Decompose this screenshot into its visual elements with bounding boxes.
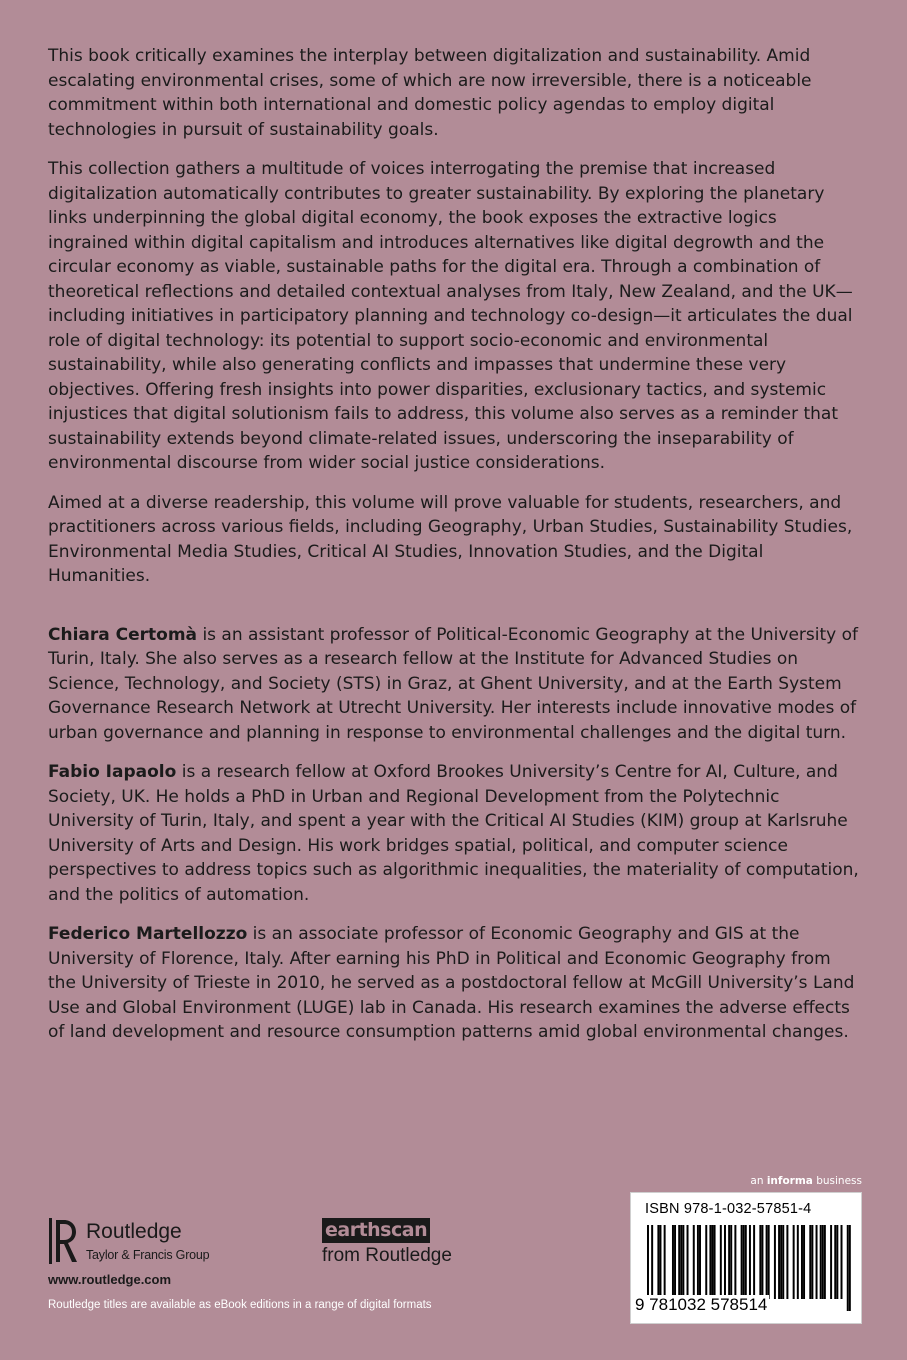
informa-suffix: business (812, 1175, 862, 1187)
author-bio-text: is an associate professor of Economic Geography and GIS at the University of Florence, Italy. After earning his PhD in Political and Economic Geography from the University of Trieste in 2010, he served as a postdoctoral fellow at McGill University’s Land Use and Global Environment (LUGE) lab in Canada. His research examines the adverse effects of land development and resource consumption patterns amid global environmental changes. (48, 924, 855, 1042)
isbn-label: ISBN 978-1-032-57851-4 (645, 1201, 812, 1217)
informa-name: informa (766, 1175, 813, 1187)
routledge-name: Routledge (86, 1220, 182, 1243)
barcode-number: 9 781032 578514 (635, 1295, 768, 1314)
routledge-group: Taylor & Francis Group (86, 1248, 210, 1262)
earthscan-wordmark: earthscan (322, 1218, 430, 1243)
informa-prefix: an (750, 1175, 767, 1187)
earthscan-logo (322, 1218, 482, 1274)
routledge-r-icon (48, 1216, 78, 1266)
bio-martellozzo (48, 922, 860, 1045)
author-name: Fabio Iapaolo (48, 762, 177, 782)
ebook-note: Routledge titles are available as eBook editions in a range of digital formats (48, 1299, 432, 1311)
author-bio-text: is a research fellow at Oxford Brookes University’s Centre for AI, Culture, and Society, UK. He holds a PhD in Urban and Regional Development from the Polytechnic University of Turin, Italy, and spent a year with the Critical AI Studies (KIM) group at Karlsruhe University of Arts and Design. His work bridges spatial, political, and computer science perspectives to address topics such as algorithmic inequalities, the materiality of computation, and the politics of automation. (48, 762, 859, 905)
barcode-digits (633, 1295, 859, 1315)
publisher-website: www.routledge.com (48, 1272, 172, 1287)
bio-certoma (48, 623, 860, 746)
isbn-barcode-box (630, 1192, 862, 1324)
blurb-paragraph-2: This collection gathers a multitude of voices interrogating the premise that increased digitalization automatically contributes to greater sustainability. By exploring the planetary links underpinning the global digital economy, the book exposes the extractive logics ingrained within digital capitalism and introduces alternatives like digital degrowth and the circular economy as viable, sustainable paths for the digital era. Through a combination of theoretical reflections and detailed contextual analyses from Italy, New Zealand, and the UK—including initiatives in participatory planning and technology co-design—it articulates the dual role of digital technology: its potential to support socio-economic and environmental sustainability, while also generating conflicts and impasses that undermine these very objectives. Offering fresh insights into power disparities, exclusionary tactics, and systemic injustices that digital solutionism fails to address, this volume also serves as a reminder that sustainability extends beyond climate-related issues, underscoring the inseparability of environmental discourse from wider social justice considerations. (48, 159, 853, 473)
author-name: Federico Martellozzo (48, 924, 248, 944)
earthscan-from: from Routledge (322, 1245, 452, 1266)
author-name: Chiara Certomà (48, 624, 198, 645)
author-bio-text: is an assistant professor of Political-Economic Geography at the University of Turin, Italy. She also serves as a research fellow at the Institute for Advanced Studies on Science, Technology, and Society (STS) in Graz, at Ghent University, and at the Earth System Governance Research Network at Utrecht University. Her interests include innovative modes of urban governance and planning in response to environmental challenges and the digital turn. (48, 624, 859, 743)
section-spacer (48, 604, 860, 623)
back-cover-text (48, 44, 860, 1060)
informa-business-line (750, 1175, 862, 1187)
bio-iapaolo (48, 760, 860, 907)
blurb-paragraph-3: Aimed at a diverse readership, this volume will prove valuable for students, researchers, and practitioners across various fields, including Geography, Urban Studies, Sustainability Studies, Environmental Media Studies, Critical AI Studies, Innovation Studies, and the Digital Humanities. (48, 492, 853, 586)
blurb-paragraph-1: This book critically examines the interplay between digitalization and sustainability. Amid escalating environmental crises, some of which are now irreversible, there is a noticeable commitment within both international and domestic policy agendas to employ digital technologies in pursuit of sustainability goals. (48, 46, 812, 140)
routledge-logo (48, 1216, 288, 1266)
